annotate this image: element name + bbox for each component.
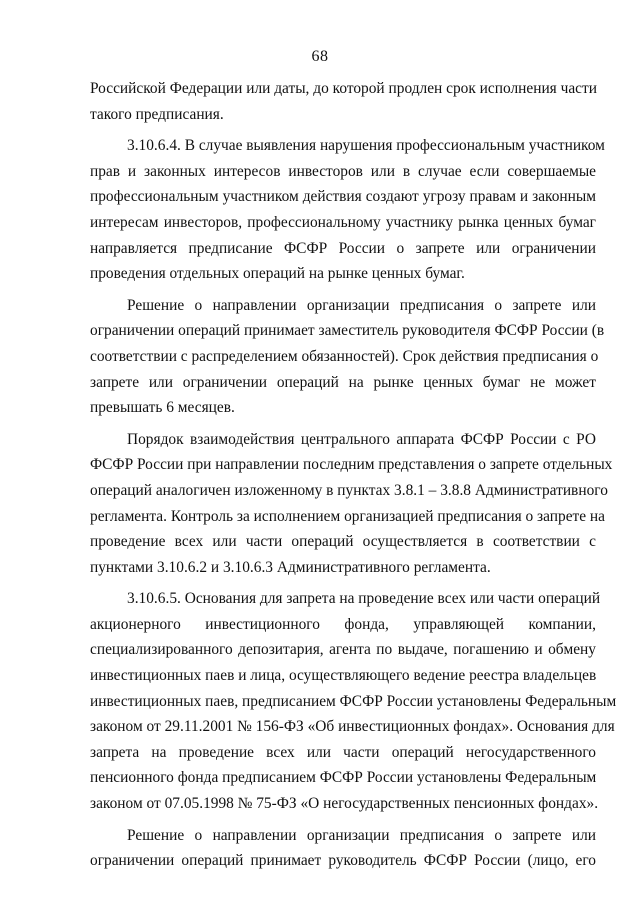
text-line: ФСФР России при направлении последним представления о запрете отдельных [90, 456, 613, 474]
text-line: запрете или ограничении операций на рынке ценных бумаг не может [90, 373, 596, 391]
text-line: проведение всех или части операций осуществляется в соответствии с [90, 533, 596, 551]
text-line: специализированного депозитария, агента по выдаче, погашению и обмену [90, 641, 596, 659]
paragraph-interaction-order [90, 427, 613, 581]
text-line: 3.10.6.4. В случае выявления нарушения профессиональным участником [127, 137, 605, 155]
paragraph-decision-deputy [90, 293, 605, 421]
text-line: Решение о направлении организации предписания о запрете или [127, 826, 596, 844]
text-line: такого предписания. [90, 105, 224, 123]
text-line: запрета на проведение всех или части операций негосударственного [90, 743, 596, 761]
text-line: операций аналогичен изложенному в пунктах 3.8.1 – 3.8.8 Административного [90, 481, 608, 499]
text-line: регламента. Контроль за исполнением организацией предписания о запрете на [90, 507, 605, 525]
text-line: инвестиционных паев, предписанием ФСФР России установлены Федеральным [90, 692, 617, 710]
text-line: ограничении операций принимает руководитель ФСФР России (лицо, его [90, 852, 596, 870]
text-line: ограничении операций принимает заместитель руководителя ФСФР России (в [90, 322, 605, 340]
text-line: пунктами 3.10.6.2 и 3.10.6.3 Административного регламента. [90, 558, 491, 576]
text-line: профессиональным участником действия создают угрозу правам и законным [90, 188, 596, 206]
paragraph-continuation [90, 76, 596, 127]
text-line: законом от 07.05.1998 № 75-ФЗ «О негосударственных пенсионных фондах». [90, 795, 599, 813]
text-line: направляется предписание ФСФР России о запрете или ограничении [90, 239, 596, 257]
text-line: 3.10.6.5. Основания для запрета на проведение всех или части операций [127, 590, 601, 608]
document-body [90, 76, 617, 880]
text-line: инвестиционных паев и лица, осуществляющего ведение реестра владельцев [90, 667, 597, 685]
paragraph-decision-head [90, 823, 596, 874]
text-line: интересам инвесторов, профессиональному участнику рынка ценных бумаг [90, 213, 596, 231]
text-line: Порядок взаимодействия центрального аппарата ФСФР России с РО [127, 430, 596, 448]
paragraph-3-10-6-5 [90, 586, 617, 816]
text-line: проведения отдельных операций на рынке ценных бумаг. [90, 265, 465, 283]
text-line: пенсионного фонда предписанием ФСФР России установлены Федеральным [90, 769, 597, 787]
paragraph-3-10-6-4 [90, 133, 605, 287]
text-line: законом от 29.11.2001 № 156-ФЗ «Об инвестиционных фондах». Основания для [90, 718, 615, 736]
text-line: соответствии с распределением обязанностей). Срок действия предписания о [90, 347, 599, 365]
text-line: превышать 6 месяцев. [90, 399, 235, 417]
text-line: прав и законных интересов инвесторов или в случае если совершаемые [90, 162, 596, 180]
text-line: Решение о направлении организации предписания о запрете или [127, 296, 596, 314]
page-number: 68 [311, 48, 329, 65]
text-line: Российской Федерации или даты, до которой продлен срок исполнения части [90, 80, 597, 97]
text-line: акционерного инвестиционного фонда, управляющей компании, [90, 615, 596, 633]
